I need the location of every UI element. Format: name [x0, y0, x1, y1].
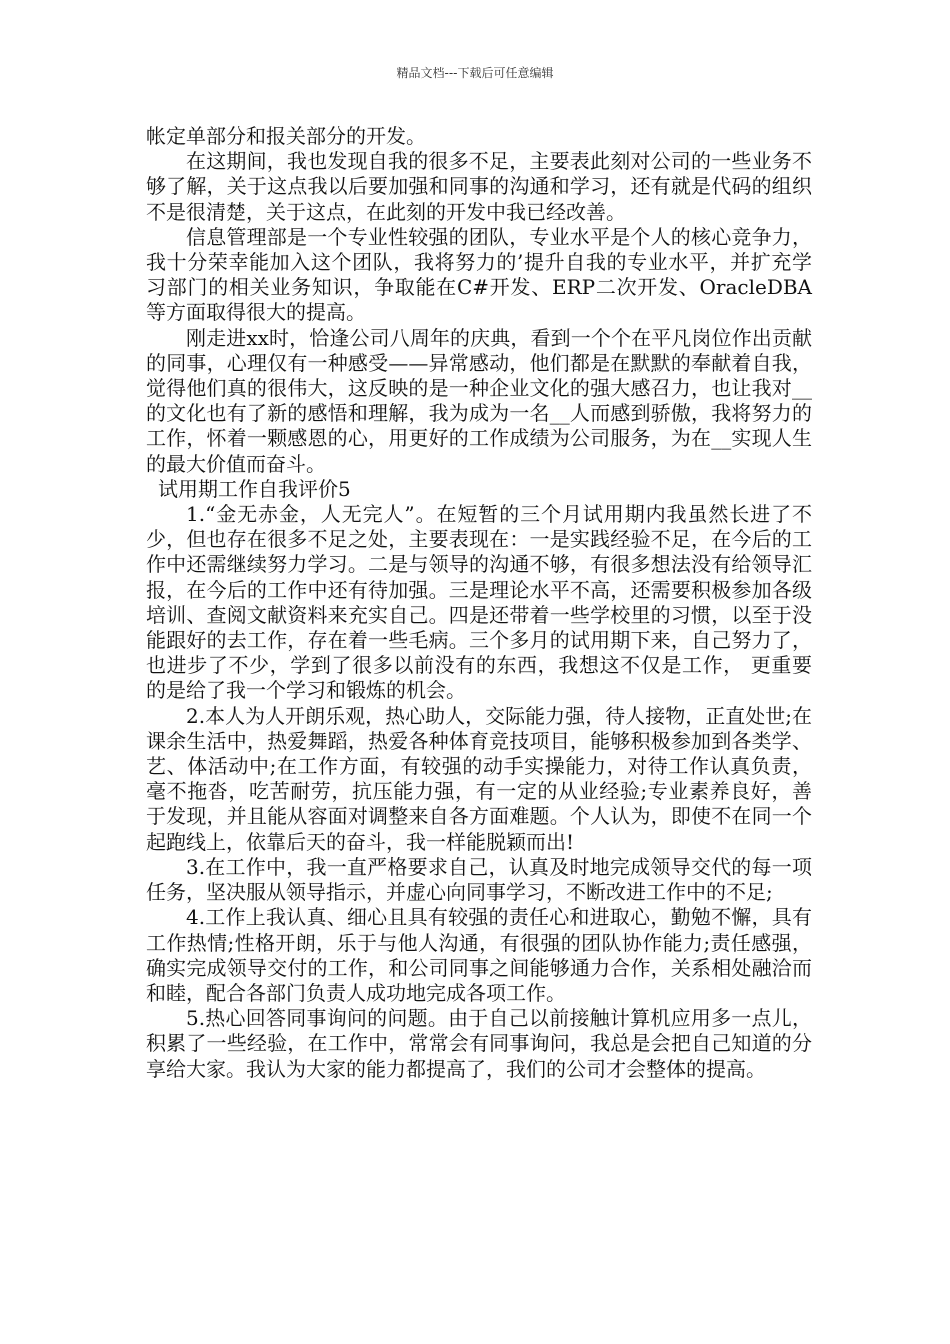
paragraph-team: 信息管理部是一个专业性较强的团队，专业水平是个人的核心竞争力，我十分荣幸能加入这个团队，我将努力的’提升自我的专业水平，并扩充学习部门的相关业务知识，争取能在C#开发、ERP二次开发、OracleDBA等方面取得很大的提高。 [146, 224, 812, 325]
page-header: 精品文档---下载后可任意编辑 [396, 66, 554, 80]
list-item: 4.工作上我认真、细心且具有较强的责任心和进取心，勤勉不懈，具有工作热情;性格开朗，乐于与他人沟通，有很强的团队协作能力;责任感强，确实完成领导交付的工作，和公司同事之间能够通力合作，关系相处融洽而和睦，配合各部门负责人成功地完成各项工作。 [146, 905, 812, 1005]
paragraph-anniversary: 刚走进xx时，恰逢公司八周年的庆典，看到一个个在平凡岗位作出贡献的同事，心理仅有一种感受——异常感动，他们都是在默默的奉献着自我，觉得他们真的很伟大，这反映的是一种企业文化的强大感召力，也让我对__的文化也有了新的感悟和理解，我为成为一名__人而感到骄傲，我将努力的工作，怀着一颗感恩的心，用更好的工作成绩为公司服务，为在__实现人生的最大价值而奋斗。 [146, 325, 812, 476]
section-title: 试用期工作自我评价5 [158, 476, 351, 501]
document-body [146, 124, 812, 1082]
list-item: 3.在工作中，我一直严格要求自己，认真及时地完成领导交代的每一项任务，坚决服从领导指示，并虚心向同事学习，不断改进工作中的不足; [146, 854, 812, 905]
list-item: 2.本人为人开朗乐观，热心助人，交际能力强，待人接物，正直处世;在课余生活中，热爱舞蹈，热爱各种体育竞技项目，能够积极参加到各类学、艺、体活动中;在工作方面，有较强的动手实操能力，对待工作认真负责，毫不拖沓，吃苦耐劳，抗压能力强，有一定的从业经验;专业素养良好，善于发现，并且能从容面对调整来自各方面难题。个人认为，即使不在同一个起跑线上，依靠后天的奋斗，我一样能脱颖而出! [146, 703, 812, 854]
paragraph-shortcomings: 在这期间，我也发现自我的很多不足，主要表此刻对公司的一些业务不够了解，关于这点我以后要加强和同事的沟通和学习，还有就是代码的组织不是很清楚，关于这点，在此刻的开发中我已经改善。 [146, 149, 812, 224]
list-item: 1.“金无赤金，人无完人”。在短暂的三个月试用期内我虽然长进了不少，但也存在很多不足之处，主要表现在：一是实践经验不足，在今后的工作中还需继续努力学习。二是与领导的沟通不够，有很多想法没有给领导汇报，在今后的工作中还有待加强。三是理论水平不高，还需要积极参加各级培训、查阅文献资料来充实自己。四是还带着一些学校里的习惯，以至于没能跟好的去工作，存在着一些毛病。三个多月的试用期下来，自己努力了，也进步了不少，学到了很多以前没有的东西，我想这不仅是工作， 更重要的是给了我一个学习和锻炼的机会。 [146, 502, 812, 703]
paragraph-continuation: 帐定单部分和报关部分的开发。 [146, 124, 426, 148]
list-item: 5.热心回答同事询问的问题。由于自己以前接触计算机应用多一点儿，积累了一些经验，在工作中，常常会有同事询问，我总是会把自己知道的分享给大家。我认为大家的能力都提高了，我们的公司才会整体的提高。 [146, 1006, 812, 1081]
